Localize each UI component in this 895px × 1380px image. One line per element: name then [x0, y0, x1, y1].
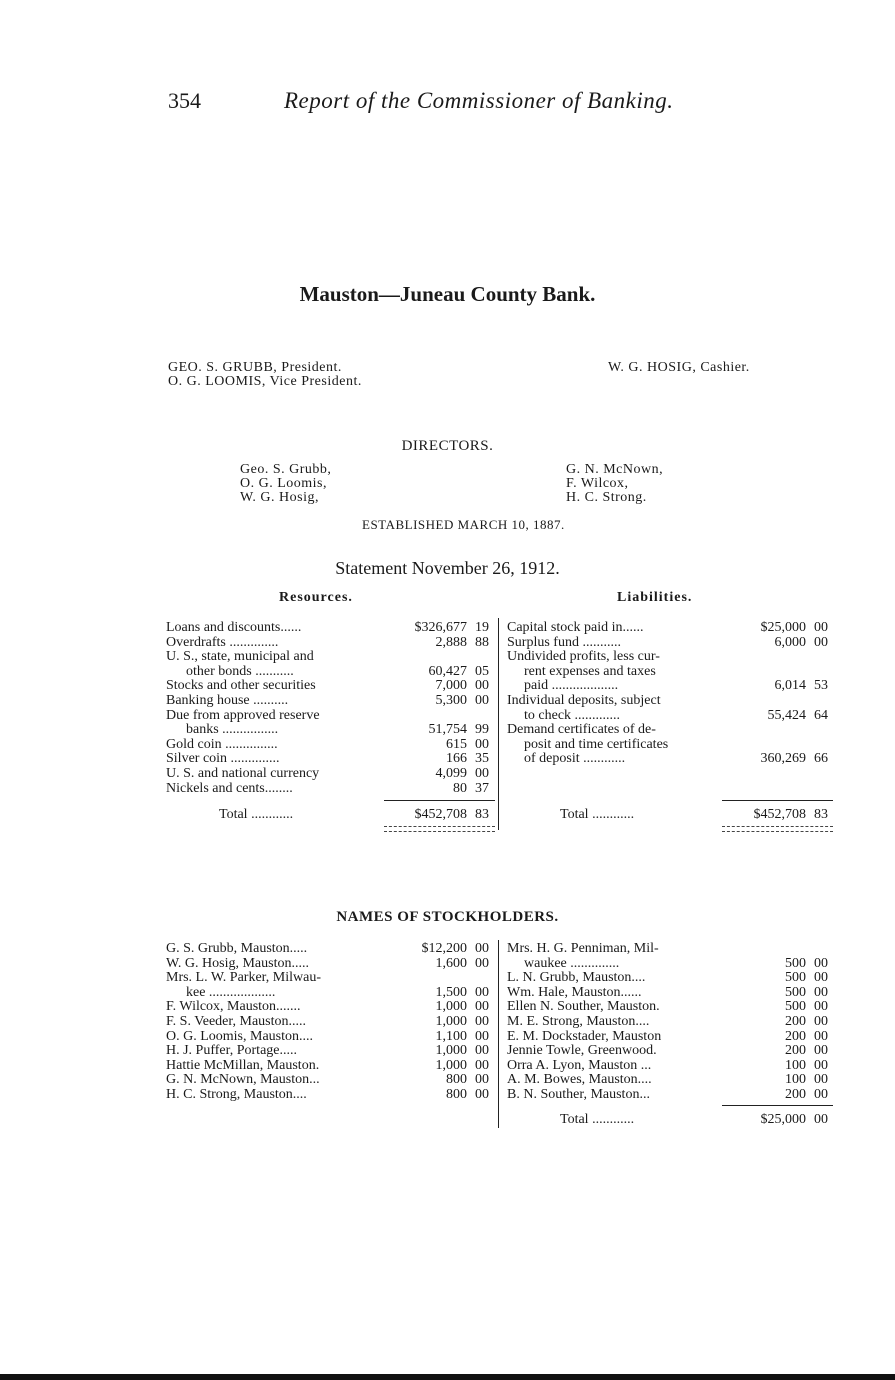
stockholder-row-cents: 00	[475, 999, 489, 1015]
stockholder-row-amount: 100	[785, 1057, 806, 1073]
stockholder-row-cents: 00	[814, 1028, 828, 1044]
stockholder-row-amount: 1,000	[435, 1043, 467, 1059]
directors-right	[566, 463, 663, 505]
stockholder-row-amount: 1,500	[435, 984, 467, 1000]
stockholder-row-cents: 00	[475, 1057, 489, 1073]
resources-double-rule	[384, 826, 495, 832]
stockholder-row-label: H. J. Puffer, Portage.....	[166, 1043, 297, 1059]
stockholder-row-label: kee ...................	[186, 984, 276, 1000]
resource-row-label: U. S., state, municipal and	[166, 649, 314, 665]
resource-row-cents: 00	[475, 766, 489, 781]
director: O. G. Loomis,	[240, 476, 327, 491]
stockholder-row-amount: 200	[785, 1043, 806, 1059]
resource-row-cents: 37	[475, 780, 489, 796]
resource-row-label: banks ................	[186, 722, 279, 738]
stockholder-row-amount: 800	[446, 1087, 467, 1102]
stockholder-row-label: M. E. Strong, Mauston....	[507, 1014, 650, 1029]
stockholder-row-amount: 1,600	[435, 955, 467, 971]
liability-row-label: Surplus fund ...........	[507, 634, 621, 650]
resource-row-label: Nickels and cents........	[166, 780, 293, 796]
stockholder-row-amount: 1,000	[435, 1014, 467, 1029]
stockholder-row-cents: 00	[475, 1087, 489, 1102]
resources-total-rule	[384, 800, 495, 801]
resource-row-label: Silver coin ..............	[166, 751, 280, 767]
liability-row-cents: 66	[814, 751, 828, 767]
liability-row-cents: 64	[814, 707, 828, 723]
resource-row-cents: 88	[475, 634, 489, 650]
liabilities-total-rule	[722, 800, 833, 801]
stockholder-row-label: B. N. Souther, Mauston...	[507, 1087, 650, 1102]
stockholder-row-cents: 00	[814, 970, 828, 986]
liabilities-double-rule	[722, 826, 833, 832]
stockholder-row-label: Orra A. Lyon, Mauston ...	[507, 1057, 652, 1073]
stockholders-total-dollars: $25,000	[760, 1112, 806, 1127]
resource-row-label: U. S. and national currency	[166, 766, 320, 781]
stockholder-row-cents: 00	[814, 955, 828, 971]
resources-total-dollars: $452,708	[414, 807, 467, 822]
stockholder-row-cents: 00	[475, 1043, 489, 1059]
resource-row-cents: 99	[475, 722, 489, 738]
stockholder-row-amount: 800	[446, 1072, 467, 1088]
stockholder-row-label: Jennie Towle, Greenwood.	[507, 1043, 657, 1059]
stockholder-row-cents: 00	[814, 1014, 828, 1029]
resource-row-amount: 2,888	[435, 634, 467, 650]
stockholder-row-amount: 500	[785, 970, 806, 986]
liability-row-amount: 6,014	[774, 678, 806, 694]
liability-row-label: posit and time certificates	[524, 736, 669, 752]
resource-row-cents: 05	[475, 663, 489, 679]
resource-row-cents: 19	[475, 620, 489, 635]
stockholder-row-label: O. G. Loomis, Mauston....	[166, 1028, 313, 1044]
stockholder-row-cents: 00	[814, 999, 828, 1015]
stockholder-row-amount: 1,000	[435, 1057, 467, 1073]
director: W. G. Hosig,	[240, 490, 319, 505]
liability-row-amount: $25,000	[760, 620, 806, 635]
resource-row-amount: 4,099	[435, 766, 467, 781]
stockholder-row-label: G. S. Grubb, Mauston.....	[166, 941, 308, 956]
established-date: ESTABLISHED MARCH 10, 1887.	[362, 517, 565, 532]
stockholder-row-cents: 00	[814, 1087, 828, 1102]
stockholder-row-label: W. G. Hosig, Mauston.....	[166, 955, 309, 971]
liability-row-label: rent expenses and taxes	[524, 663, 656, 679]
liability-row-label: to check .............	[524, 707, 621, 723]
president: GEO. S. GRUBB, President.	[168, 360, 342, 375]
resource-row-cents: 00	[475, 678, 489, 694]
stockholder-row-cents: 00	[475, 984, 489, 1000]
resources-heading: Resources.	[279, 590, 353, 605]
resource-row-amount: 60,427	[428, 663, 467, 679]
stockholder-row-amount: 1,100	[435, 1028, 467, 1044]
directors-heading: DIRECTORS.	[401, 438, 494, 454]
liabilities-total-cents: 83	[814, 807, 828, 822]
liability-row-label: Capital stock paid in......	[507, 620, 644, 635]
stockholder-row-label: waukee ..............	[524, 955, 620, 971]
liability-row-amount: 55,424	[767, 707, 806, 723]
stockholder-row-amount: 500	[785, 999, 806, 1015]
stockholders-total-cents: 00	[814, 1112, 828, 1127]
resource-row-cents: 00	[475, 736, 489, 752]
liability-row-cents: 00	[814, 620, 828, 635]
stockholder-row-cents: 00	[814, 1072, 828, 1088]
director: G. N. McNown,	[566, 462, 664, 477]
stockholder-row-cents: 00	[814, 1043, 828, 1059]
stockholder-row-amount: 200	[785, 1014, 806, 1029]
stockholder-row-amount: 500	[785, 984, 806, 1000]
liability-row-amount: 6,000	[774, 634, 806, 650]
stockholder-row-cents: 00	[814, 984, 828, 1000]
resource-row-label: Overdrafts ..............	[166, 634, 279, 650]
stockholder-row-label: L. N. Grubb, Mauston....	[507, 970, 646, 986]
column-divider	[498, 618, 499, 830]
stockholder-row-label: Hattie McMillan, Mauston.	[166, 1057, 320, 1073]
scan-edge	[0, 1374, 895, 1380]
vice-president: O. G. LOOMIS, Vice President.	[168, 374, 362, 389]
resource-row-label: Banking house ..........	[166, 693, 289, 708]
stockholder-row-label: Mrs. H. G. Penniman, Mil-	[507, 941, 659, 956]
stockholder-row-label: F. Wilcox, Mauston.......	[166, 999, 301, 1015]
liability-row-label: Demand certificates of de-	[507, 722, 656, 738]
resource-row-amount: 7,000	[435, 678, 467, 694]
liabilities-heading: Liabilities.	[617, 590, 693, 605]
stockholder-row-amount: 100	[785, 1072, 806, 1088]
stockholder-row-label: H. C. Strong, Mauston....	[166, 1087, 307, 1102]
liability-row-label: Individual deposits, subject	[507, 693, 661, 708]
stockholders-divider	[498, 940, 499, 1128]
liability-row-label: paid ...................	[524, 678, 619, 694]
liability-row-cents: 53	[814, 678, 828, 694]
page-number: 354	[168, 88, 201, 113]
resource-row-cents: 00	[475, 693, 489, 708]
stockholder-row-cents: 00	[475, 1028, 489, 1044]
stockholder-row-cents: 00	[475, 941, 489, 956]
stockholder-row-label: G. N. McNown, Mauston...	[166, 1072, 320, 1088]
director: H. C. Strong.	[566, 490, 647, 505]
resource-row-amount: 80	[453, 780, 467, 796]
resources-total-label: Total ............	[219, 807, 294, 822]
resource-row-label: Loans and discounts......	[166, 620, 302, 635]
resource-row-amount: 51,754	[428, 722, 467, 738]
stockholder-row-label: F. S. Veeder, Mauston.....	[166, 1014, 306, 1029]
liability-row-cents: 00	[814, 634, 828, 650]
resource-row-amount: 5,300	[435, 693, 467, 708]
running-title: Report of the Commissioner of Banking.	[284, 88, 674, 113]
resource-row-label: Due from approved reserve	[166, 707, 320, 723]
stockholders-heading: NAMES OF STOCKHOLDERS.	[336, 909, 559, 925]
stockholder-row-label: Ellen N. Souther, Mauston.	[507, 999, 660, 1015]
resource-row-amount: $326,677	[414, 620, 467, 635]
resource-row-label: other bonds ...........	[186, 663, 294, 679]
stockholder-row-cents: 00	[814, 1057, 828, 1073]
stockholder-row-amount: $12,200	[421, 941, 467, 956]
cashier: W. G. HOSIG, Cashier.	[608, 360, 750, 375]
directors-left	[240, 463, 331, 505]
liabilities-total-label: Total ............	[560, 807, 635, 822]
stockholder-row-cents: 00	[475, 1014, 489, 1029]
stockholders-total-rule	[722, 1105, 833, 1106]
stockholders-total-label: Total ............	[560, 1112, 635, 1127]
stockholder-row-label: A. M. Bowes, Mauston....	[507, 1072, 652, 1088]
resource-row-amount: 166	[446, 751, 467, 767]
stockholder-row-label: Mrs. L. W. Parker, Milwau-	[166, 970, 321, 986]
statement-title: Statement November 26, 1912.	[335, 558, 560, 578]
stockholder-row-cents: 00	[475, 955, 489, 971]
resource-row-cents: 35	[475, 751, 489, 767]
director: Geo. S. Grubb,	[240, 462, 332, 477]
director: F. Wilcox,	[566, 476, 629, 491]
stockholder-row-amount: 500	[785, 955, 806, 971]
stockholder-row-label: Wm. Hale, Mauston......	[507, 984, 642, 1000]
liabilities-total-dollars: $452,708	[753, 807, 806, 822]
stockholder-row-amount: 200	[785, 1087, 806, 1102]
liability-row-label: Undivided profits, less cur-	[507, 649, 660, 665]
resource-row-label: Gold coin ...............	[166, 736, 278, 752]
stockholder-row-amount: 1,000	[435, 999, 467, 1015]
liability-row-label: of deposit ............	[524, 751, 626, 767]
bank-title: Mauston—Juneau County Bank.	[299, 282, 596, 306]
liability-row-amount: 360,269	[760, 751, 806, 767]
stockholder-row-amount: 200	[785, 1028, 806, 1044]
stockholder-row-cents: 00	[475, 1072, 489, 1088]
stockholder-row-label: E. M. Dockstader, Mauston	[507, 1028, 662, 1044]
resource-row-label: Stocks and other securities	[166, 678, 316, 694]
resources-total-cents: 83	[475, 807, 489, 822]
resource-row-amount: 615	[446, 736, 467, 752]
